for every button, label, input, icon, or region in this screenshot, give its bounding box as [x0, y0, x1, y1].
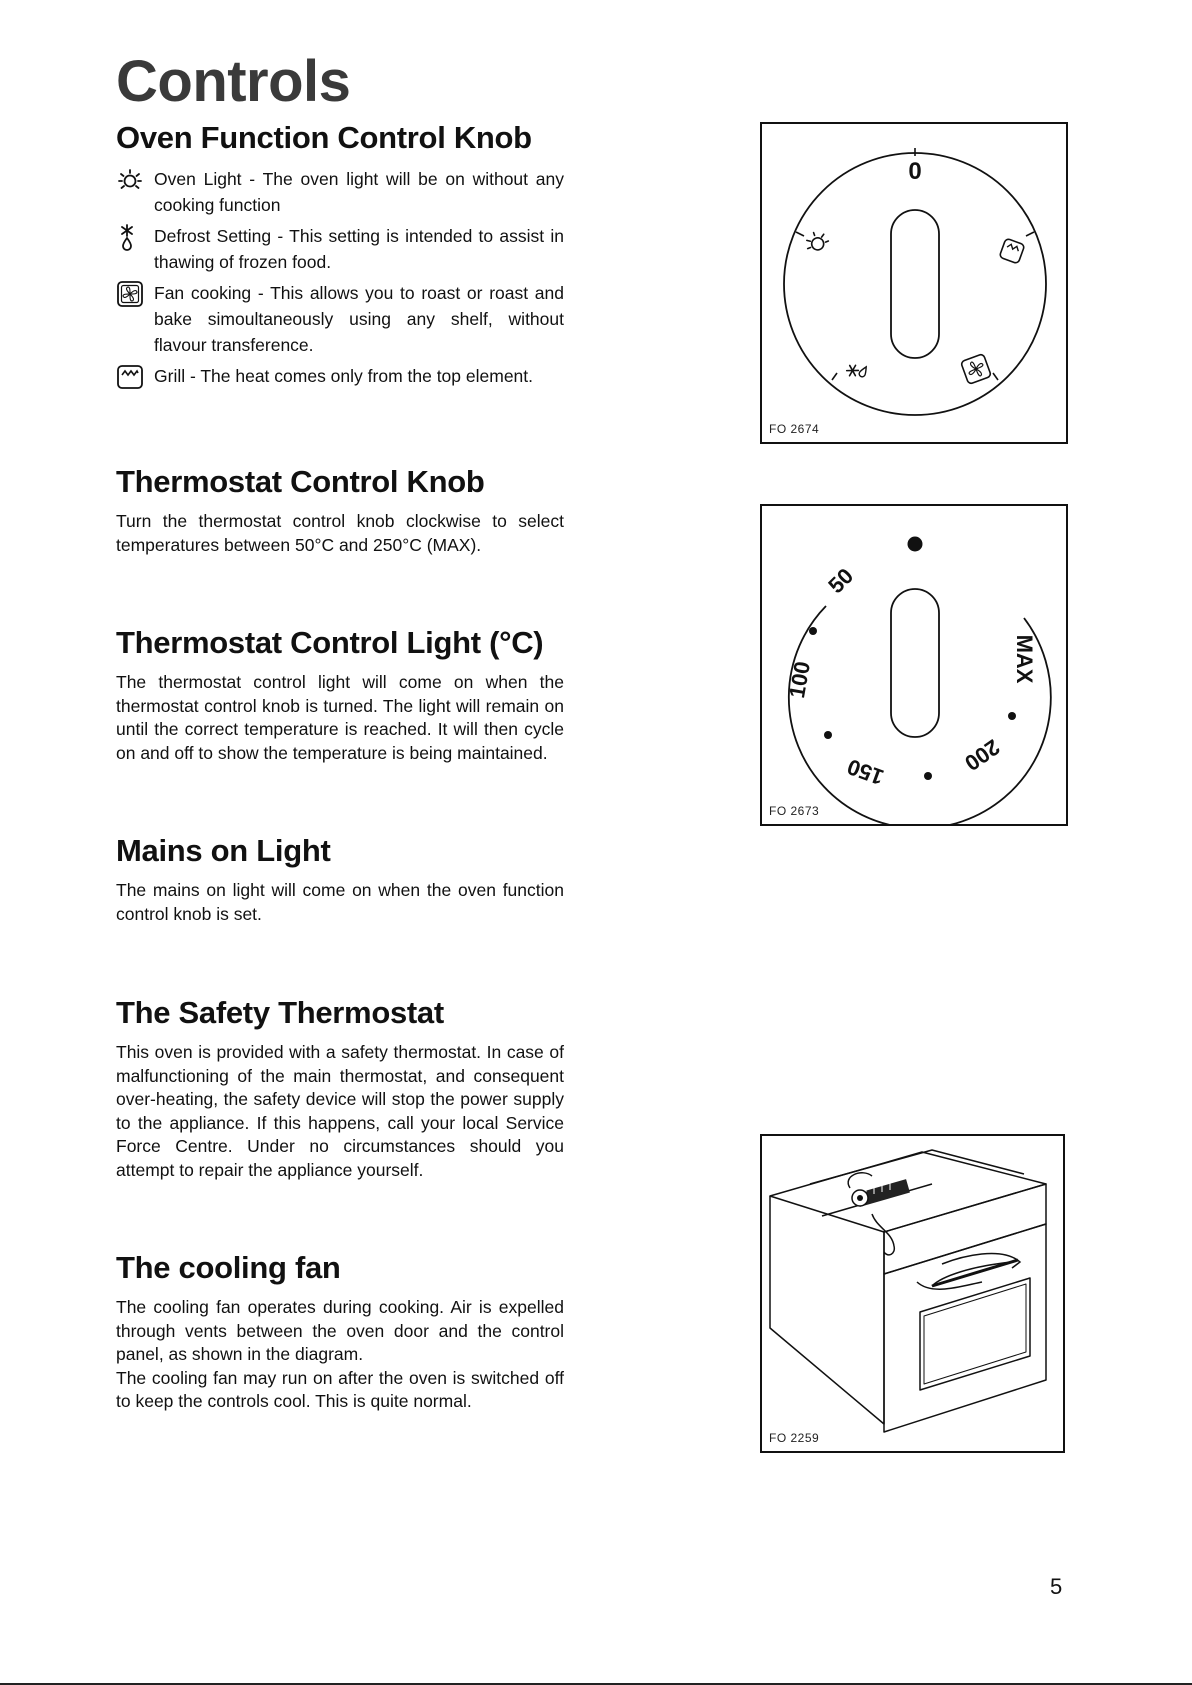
function-knob-figure — [760, 122, 1068, 444]
list-item — [116, 363, 564, 391]
scale-dot — [809, 627, 817, 635]
function-description: Defrost Setting - This setting is intended to assist in thawing of frozen food. — [154, 226, 564, 272]
figure-code: FO 2259 — [769, 1431, 820, 1445]
oven-light-icon — [116, 166, 154, 194]
temp-label-200: 200 — [960, 734, 1005, 776]
defrost-icon — [845, 359, 869, 382]
list-item — [116, 280, 564, 358]
temp-label-max: MAX — [1012, 634, 1037, 684]
oven-light-icon — [803, 229, 830, 253]
scale-dot — [1008, 712, 1016, 720]
scale-dot — [824, 731, 832, 739]
fan-icon — [961, 354, 992, 385]
cooling-fan-icon — [852, 1179, 910, 1207]
knob-zero-label: 0 — [908, 158, 922, 185]
scale-dot — [924, 772, 932, 780]
section-heading: Oven Function Control Knob — [116, 120, 532, 155]
list-item — [116, 166, 564, 218]
function-knob-drawing — [762, 124, 1066, 442]
section-heading: The cooling fan — [116, 1250, 341, 1285]
thermostat-knob-drawing — [762, 506, 1066, 824]
section-body: The thermostat control light will come on when the thermostat control knob is turned. The light will remain on until the correct temperature is reached. It will then cycle on and off to show the temperature is being maintained. — [116, 672, 564, 763]
section-heading: Thermostat Control Light (°C) — [116, 625, 544, 660]
oven-drawing — [762, 1136, 1063, 1451]
page-number: 5 — [1050, 1574, 1063, 1599]
grill-icon — [999, 238, 1025, 264]
grill-icon — [116, 363, 154, 391]
off-dot — [908, 537, 923, 552]
function-description: Fan cooking - This allows you to roast or roast and bake simoultaneously using any shelf, without flavour transference. — [154, 283, 564, 355]
section-heading: The Safety Thermostat — [116, 995, 444, 1030]
section-safety-thermostat — [116, 995, 564, 1182]
section-thermostat-knob — [116, 464, 564, 557]
page-title: Controls — [116, 49, 351, 114]
figure-code: FO 2674 — [769, 422, 820, 436]
section-mains-light — [116, 833, 564, 926]
section-body: The cooling fan may run on after the oven is switched off to keep the controls cool. This is quite normal. — [116, 1367, 564, 1411]
temp-label-150: 150 — [843, 754, 887, 791]
function-description: Oven Light - The oven light will be on without any cooking function — [154, 169, 564, 215]
section-cooling-fan — [116, 1250, 564, 1414]
temp-label-100: 100 — [784, 659, 816, 700]
temp-label-50: 50 — [823, 563, 859, 599]
oven-diagram-figure — [760, 1134, 1065, 1453]
figure-code: FO 2673 — [769, 804, 820, 818]
defrost-icon — [116, 223, 154, 251]
section-body: The mains on light will come on when the oven function control knob is set. — [116, 880, 564, 924]
section-thermostat-light — [116, 625, 564, 765]
fan-icon — [116, 280, 154, 308]
list-item — [116, 223, 564, 275]
function-description: Grill - The heat comes only from the top element. — [154, 366, 534, 386]
function-list — [116, 166, 564, 391]
thermostat-knob-figure — [760, 504, 1068, 826]
section-oven-function — [116, 120, 564, 396]
section-body: Turn the thermostat control knob clockwise to select temperatures between 50°C and 250°C (MAX). — [116, 511, 564, 555]
section-heading: Mains on Light — [116, 833, 331, 868]
section-body: The cooling fan operates during cooking. Air is expelled through vents between the oven door and the control panel, as shown in the diagram. — [116, 1297, 564, 1364]
section-heading: Thermostat Control Knob — [116, 464, 485, 499]
section-body: This oven is provided with a safety thermostat. In case of malfunctioning of the main thermostat, and consequent over-heating, the safety device will stop the power supply to the appliance. If this happens, call your local Service Force Centre. Under no circumstances should you attempt to repair the appliance yourself. — [116, 1042, 564, 1180]
